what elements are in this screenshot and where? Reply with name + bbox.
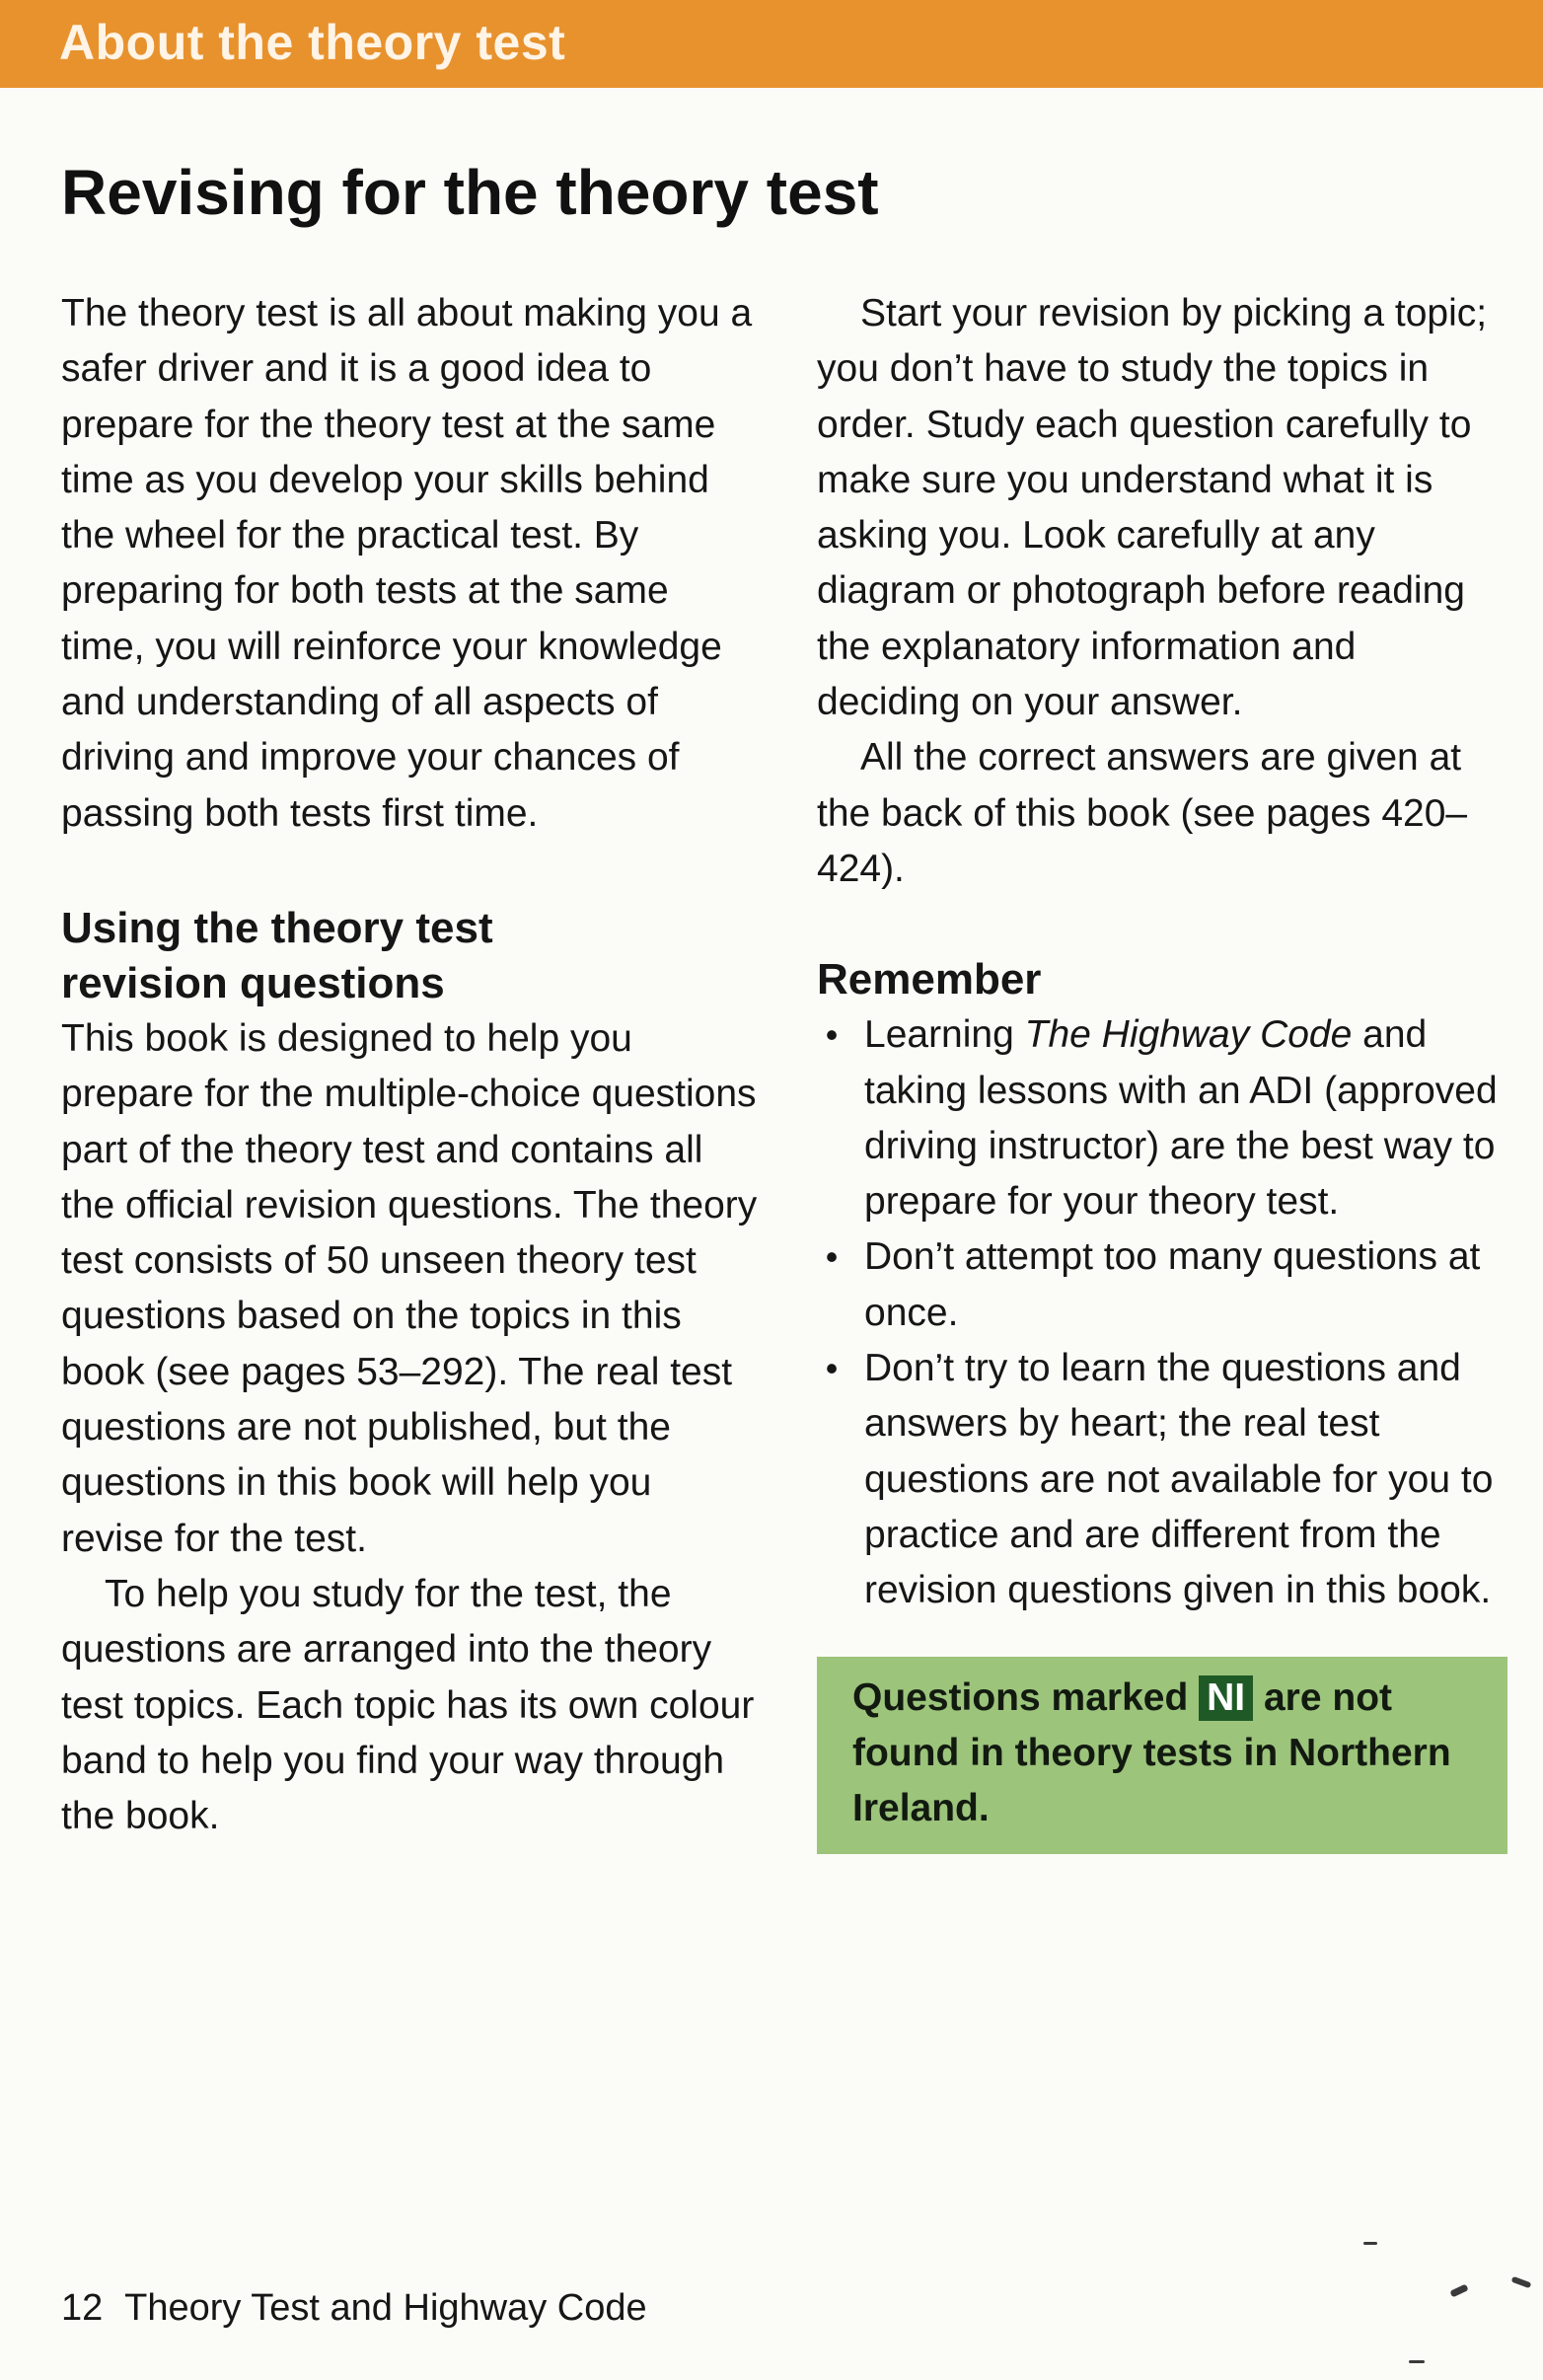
left-column [61,286,762,1844]
topic-arrangement-paragraph: To help you study for the test, the questions are arranged into the theory test topics. Each topic has its own colour band to help you find your way through the book. [61,1572,755,1838]
correct-answers-paragraph: All the correct answers are given at the back of this book (see pages 420–424). [817,736,1468,890]
section-header-band [0,0,1543,88]
page-number: 12 [61,2287,104,2329]
subheading-line-1: Using the theory test [61,903,493,952]
bullet-icon: • [825,1348,839,1389]
start-revision-paragraph: Start your revision by picking a topic; you don’t have to study the topics in order. Study each question carefully to make sure you understand what it is asking you. Look carefully at any diagram or photograph before reading the explanatory information and deciding on your answer. [817,292,1488,724]
item-text: Don’t try to learn the questions and answers by heart; the real test questions are not available for you to practice and are different from the revision questions given in this book. [864,1347,1494,1612]
item-text: Don’t attempt too many questions at once. [864,1235,1481,1334]
right-column [817,286,1507,1854]
page-footer [61,2287,647,2330]
book-title: Theory Test and Highway Code [124,2287,647,2329]
ni-badge: NI [1199,1675,1253,1721]
bullet-icon: • [825,1236,839,1278]
scan-speck [1409,2360,1425,2363]
item-text-end: and taking lessons with an ADI (approved driving instructor) are the best way to prepare for your theory test. [864,1013,1498,1224]
note-text-start: Questions marked [852,1675,1189,1719]
remember-list [817,1007,1507,1618]
bullet-icon: • [825,1014,839,1056]
page-title: Revising for the theory test [61,157,879,228]
list-item [817,1229,1507,1341]
list-item [817,1007,1507,1229]
scan-speck [1363,2242,1377,2245]
revision-questions-heading [61,901,762,1011]
scan-speck [1449,2284,1468,2298]
note-text-not: not [1332,1675,1393,1719]
note-text-end: found in theory tests in Northern Ireland. [852,1731,1451,1829]
highway-code-title: The Highway Code [1024,1013,1353,1057]
scan-speck [1511,2276,1532,2288]
remember-heading: Remember [817,955,1042,1004]
item-text-start: Learning [864,1013,1025,1057]
section-title: About the theory test [59,15,566,70]
northern-ireland-note-box [817,1657,1507,1854]
book-purpose-paragraph: This book is designed to help you prepare for the multiple-choice questions part of the theory test and contains all the official revision questions. The theory test consists of 50 unseen theory test questions based on the topics in this book (see pages 53–292). The real test questions are not published, but the questions in this book will help you revise for the test. [61,1016,758,1560]
note-text-are: are [1263,1675,1322,1719]
list-item [817,1341,1507,1618]
intro-paragraph: The theory test is all about making you a safer driver and it is a good idea to prepare for the theory test at the same time as you develop your skills behind the wheel for the practical test. By preparing for both tests at the same time, you will reinforce your knowledge and understanding of all aspects of driving and improve your chances of passing both tests first time. [61,292,753,835]
subheading-line-2: revision questions [61,958,445,1007]
